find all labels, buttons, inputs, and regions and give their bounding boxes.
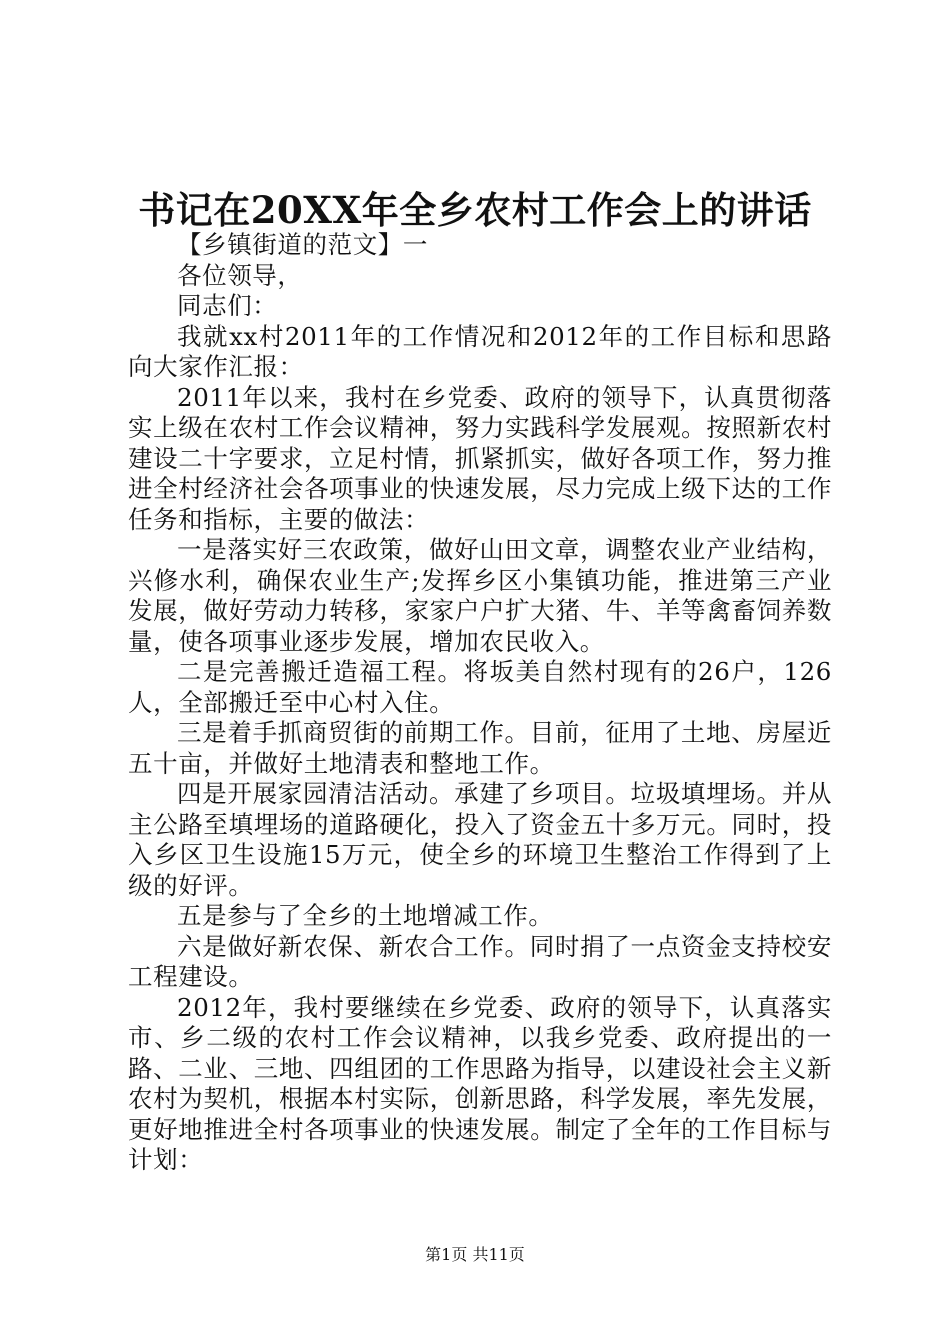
paragraph-intro: 我就xx村2011年的工作情况和2012年的工作目标和思路向大家作汇报： (128, 321, 832, 381)
paragraph-item-three: 三是着手抓商贸街的前期工作。目前，征用了土地、房屋近五十亩，并做好土地清表和整地工作。 (128, 718, 832, 778)
document-title: 书记在20XX年全乡农村工作会上的讲话 (138, 188, 812, 232)
paragraph-salutation-leaders: 各位领导， (177, 260, 303, 290)
paragraph-heading-tag: 【乡镇街道的范文】一 (177, 230, 428, 259)
paragraph-item-one: 一是落实好三农政策，做好山田文章，调整农业产业结构，兴修水利，确保农业生产;发挥乡区小集镇功能，推进第三产业发展，做好劳动力转移，家家户户扩大猪、牛、羊等禽畜饲养数量，使各项事业逐步发展，增加农民收入。 (128, 535, 832, 656)
document-body (128, 230, 832, 1176)
paragraph-2011-summary: 2011年以来，我村在乡党委、政府的领导下，认真贯彻落实上级在农村工作会议精神，努力实践科学发展观。按照新农村建设二十字要求，立足村情，抓紧抓实，做好各项工作，努力推进全村经济社会各项事业的快速发展，尽力完成上级下达的工作任务和指标，主要的做法： (128, 382, 832, 534)
page-number-footer: 第1页 共11页 (425, 1245, 525, 1264)
paragraph-item-two: 二是完善搬迁造福工程。将坂美自然村现有的26户，126人，全部搬迁至中心村入住。 (128, 657, 832, 717)
paragraph-item-five: 五是参与了全乡的土地增减工作。 (177, 901, 554, 930)
paragraph-item-four: 四是开展家园清洁活动。承建了乡项目。垃圾填埋场。并从主公路至填埋场的道路硬化，投入了资金五十多万元。同时，投入乡区卫生设施15万元，使全乡的环境卫生整治工作得到了上级的好评。 (128, 779, 832, 900)
paragraph-salutation-comrades: 同志们： (177, 291, 278, 320)
paragraph-item-six: 六是做好新农保、新农合工作。同时捐了一点资金支持校安工程建设。 (128, 931, 832, 991)
paragraph-2012-plan: 2012年，我村要继续在乡党委、政府的领导下，认真落实市、乡二级的农村工作会议精神，以我乡党委、政府提出的一路、二业、三地、四组团的工作思路为指导，以建设社会主义新农村为契机，根据本村实际，创新思路，科学发展，率先发展，更好地推进全村各项事业的快速发展。制定了全年的工作目标与计划： (128, 992, 832, 1174)
